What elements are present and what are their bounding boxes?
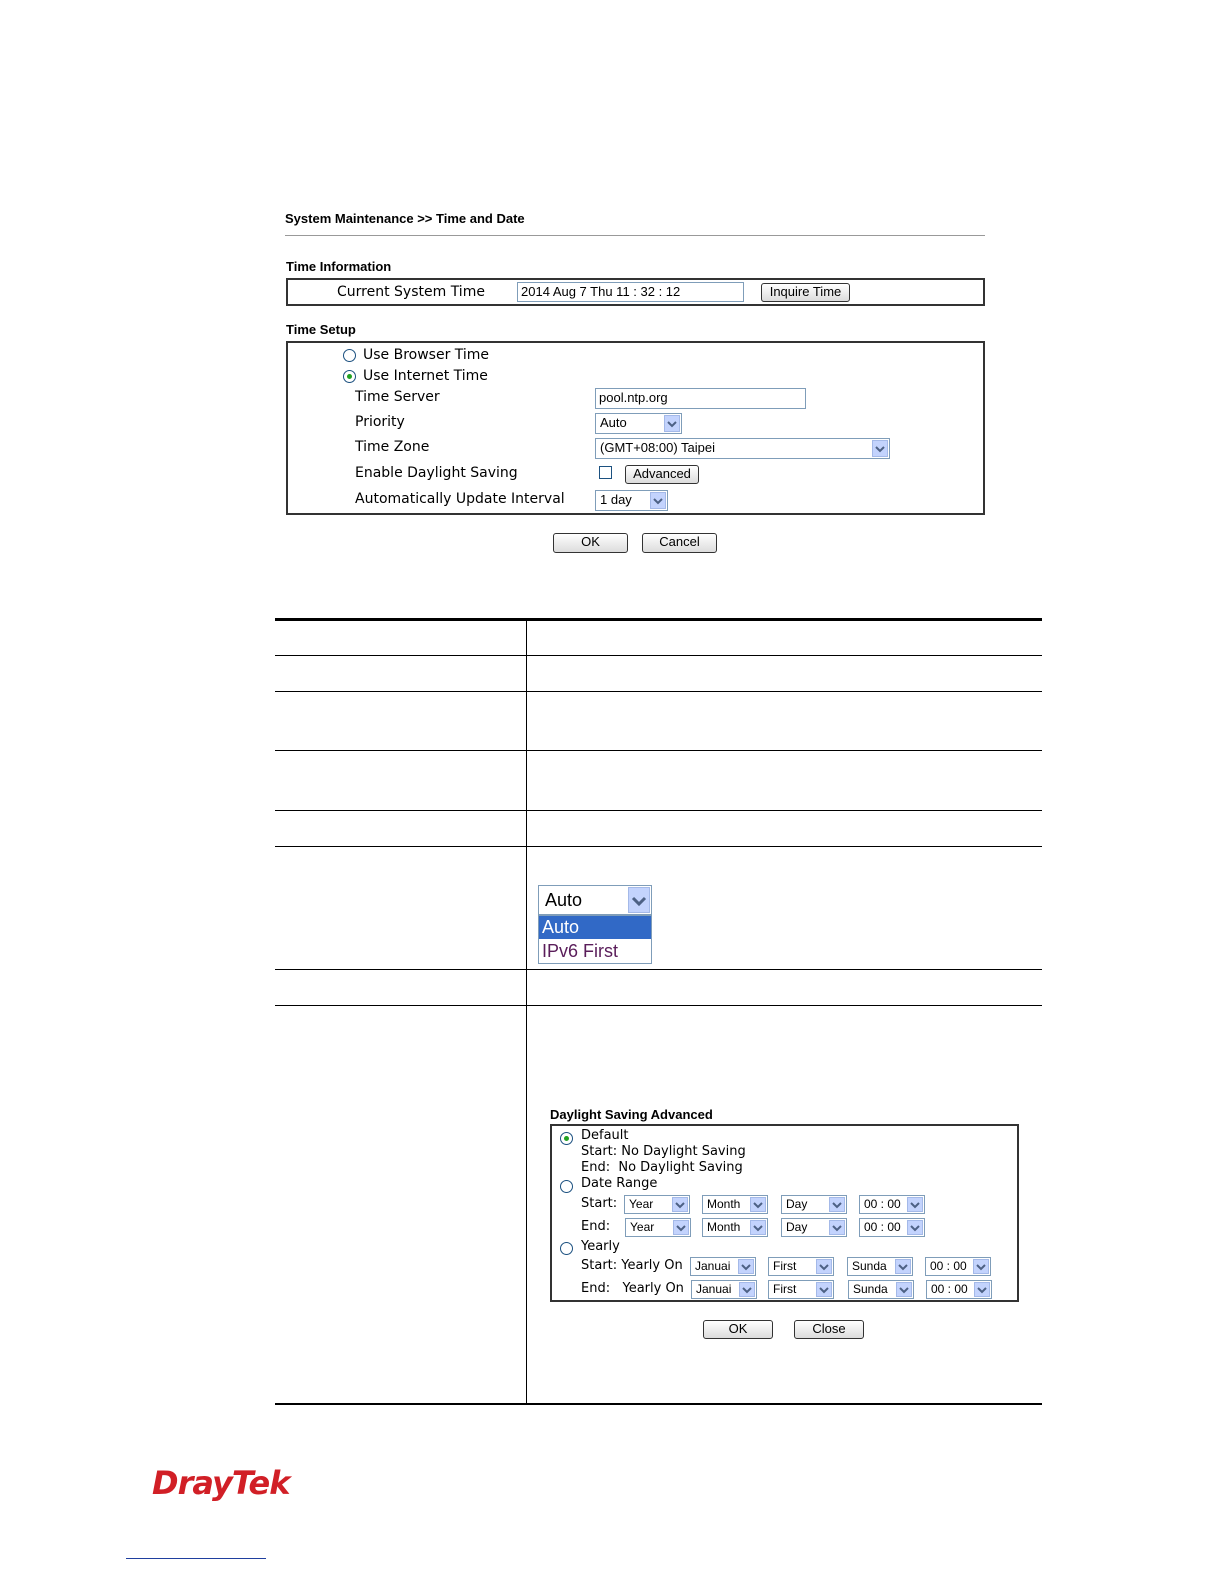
chevron-down-icon (739, 1282, 755, 1297)
dsa-yearly-end-week-select[interactable] (768, 1280, 834, 1299)
dsa-yearly-start-month-select[interactable] (690, 1257, 756, 1276)
dsa-yearly-start-weekday-value: Sunda (852, 1259, 887, 1273)
footer-rule (126, 1558, 266, 1559)
use-browser-time-label: Use Browser Time (363, 347, 490, 363)
use-browser-time-radio[interactable] (343, 349, 356, 362)
dsa-end-time-select[interactable] (859, 1218, 925, 1237)
update-interval-value: 1 day (600, 492, 632, 507)
table-row-divider (275, 750, 1042, 751)
dsa-yearly-radio[interactable] (560, 1242, 573, 1255)
daylight-saving-checkbox[interactable] (599, 466, 612, 479)
priority-dropdown-select[interactable] (538, 885, 652, 915)
chevron-down-icon (738, 1259, 754, 1274)
dsa-default-radio[interactable] (560, 1132, 573, 1145)
dsa-yearly-start-time-select[interactable] (925, 1257, 991, 1276)
table-row-divider (275, 846, 1042, 847)
dsa-end-year-value: Year (630, 1220, 655, 1234)
chevron-down-icon (673, 1220, 689, 1235)
priority-option-auto[interactable]: Auto (539, 916, 651, 939)
time-zone-select-value: (GMT+08:00) Taipei (600, 440, 716, 455)
time-server-label: Time Server (355, 389, 440, 405)
advanced-button[interactable]: Advanced (625, 465, 699, 484)
chevron-down-icon (816, 1282, 832, 1297)
chevron-down-icon (816, 1259, 832, 1274)
chevron-down-icon (829, 1220, 845, 1235)
dsa-range-start-label: Start: (581, 1196, 618, 1211)
dsa-yearly-end-time-select[interactable] (926, 1280, 992, 1299)
current-system-time-field[interactable]: 2014 Aug 7 Thu 11 : 32 : 12 (517, 282, 744, 302)
dsa-start-day-value: Day (786, 1197, 808, 1211)
breadcrumb: System Maintenance >> Time and Date (285, 211, 525, 226)
dsa-start-month-value: Month (707, 1197, 741, 1211)
daylight-saving-label: Enable Daylight Saving (355, 465, 518, 481)
time-zone-select[interactable] (595, 438, 890, 459)
priority-label: Priority (355, 414, 405, 430)
dsa-end-day-select[interactable] (781, 1218, 847, 1237)
priority-options-list (538, 915, 652, 964)
dsa-yearly-end-label: End: Yearly On (581, 1281, 684, 1296)
dsa-default-start: Start: No Daylight Saving (581, 1144, 746, 1159)
dsa-start-year-select[interactable] (624, 1195, 690, 1214)
chevron-down-icon (907, 1197, 923, 1212)
chevron-down-icon (672, 1197, 688, 1212)
table-row-divider (275, 810, 1042, 811)
table-row-divider (275, 969, 1042, 970)
ok-button[interactable]: OK (553, 533, 628, 553)
priority-dropdown-expanded (538, 885, 652, 964)
dsa-end-day-value: Day (786, 1220, 808, 1234)
dsa-yearly-end-month-value: Januai (696, 1282, 732, 1296)
dsa-end-month-select[interactable] (702, 1218, 768, 1237)
dsa-yearly-start-label: Start: Yearly On (581, 1258, 683, 1273)
priority-select-value: Auto (600, 415, 627, 430)
table-bottom-rule (275, 1403, 1042, 1405)
dsa-panel (550, 1124, 1019, 1302)
time-setup-panel (286, 341, 985, 515)
priority-select[interactable] (595, 413, 682, 434)
dsa-yearly-start-month-value: Januai (695, 1259, 731, 1273)
use-internet-time-label: Use Internet Time (363, 368, 488, 384)
dsa-ok-button[interactable]: OK (703, 1320, 773, 1339)
dsa-end-month-value: Month (707, 1220, 741, 1234)
table-top-rule (275, 618, 1042, 621)
priority-option-ipv6-first[interactable]: IPv6 First (542, 941, 619, 961)
chevron-down-icon (872, 440, 888, 457)
dsa-date-range-label: Date Range (581, 1176, 658, 1191)
dsa-default-end: End: No Daylight Saving (581, 1160, 743, 1175)
chevron-down-icon (896, 1282, 912, 1297)
draytek-logo: DrayTek (152, 1464, 290, 1502)
time-information-heading: Time Information (286, 259, 392, 274)
dsa-start-month-select[interactable] (702, 1195, 768, 1214)
time-zone-label: Time Zone (355, 439, 430, 455)
update-interval-label: Automatically Update Interval (355, 491, 565, 507)
dsa-yearly-start-time-value: 00 : 00 (930, 1259, 967, 1273)
dsa-yearly-end-weekday-value: Sunda (853, 1282, 888, 1296)
chevron-down-icon (650, 492, 666, 509)
dsa-yearly-end-week-value: First (773, 1282, 797, 1296)
dsa-title: Daylight Saving Advanced (550, 1107, 713, 1122)
time-setup-heading: Time Setup (286, 322, 356, 337)
chevron-down-icon (973, 1259, 989, 1274)
dsa-yearly-end-month-select[interactable] (691, 1280, 757, 1299)
chevron-down-icon (664, 415, 680, 432)
dsa-yearly-end-time-value: 00 : 00 (931, 1282, 968, 1296)
chevron-down-icon (829, 1197, 845, 1212)
use-internet-time-radio[interactable] (343, 370, 356, 383)
dsa-end-time-value: 00 : 00 (864, 1220, 901, 1234)
chevron-down-icon (907, 1220, 923, 1235)
chevron-down-icon (974, 1282, 990, 1297)
inquire-time-button[interactable]: Inquire Time (761, 283, 850, 302)
table-row-divider (275, 655, 1042, 656)
dsa-yearly-start-week-select[interactable] (768, 1257, 834, 1276)
chevron-down-icon (750, 1197, 766, 1212)
dsa-start-time-value: 00 : 00 (864, 1197, 901, 1211)
dsa-end-year-select[interactable] (625, 1218, 691, 1237)
dsa-date-range-radio[interactable] (560, 1180, 573, 1193)
current-system-time-label: Current System Time (337, 284, 485, 300)
dsa-start-time-select[interactable] (859, 1195, 925, 1214)
chevron-down-icon (750, 1220, 766, 1235)
dsa-yearly-label: Yearly (581, 1239, 620, 1254)
dsa-start-year-value: Year (629, 1197, 654, 1211)
table-column-divider (526, 619, 527, 1405)
chevron-down-icon (628, 887, 650, 913)
dsa-start-day-select[interactable] (781, 1195, 847, 1214)
dsa-yearly-start-weekday-select[interactable] (847, 1257, 913, 1276)
table-row-divider (275, 691, 1042, 692)
table-row-divider (275, 1005, 1042, 1006)
dsa-yearly-end-weekday-select[interactable] (848, 1280, 914, 1299)
time-server-input[interactable]: pool.ntp.org (595, 388, 806, 409)
priority-dropdown-value: Auto (545, 890, 583, 910)
title-divider (285, 235, 985, 236)
dsa-yearly-start-week-value: First (773, 1259, 797, 1273)
update-interval-select[interactable] (595, 490, 668, 511)
chevron-down-icon (895, 1259, 911, 1274)
dsa-range-end-label: End: (581, 1219, 611, 1234)
cancel-button[interactable]: Cancel (642, 533, 717, 553)
dsa-close-button[interactable]: Close (794, 1320, 864, 1339)
time-information-panel (286, 278, 985, 306)
dsa-default-label: Default (581, 1128, 629, 1143)
